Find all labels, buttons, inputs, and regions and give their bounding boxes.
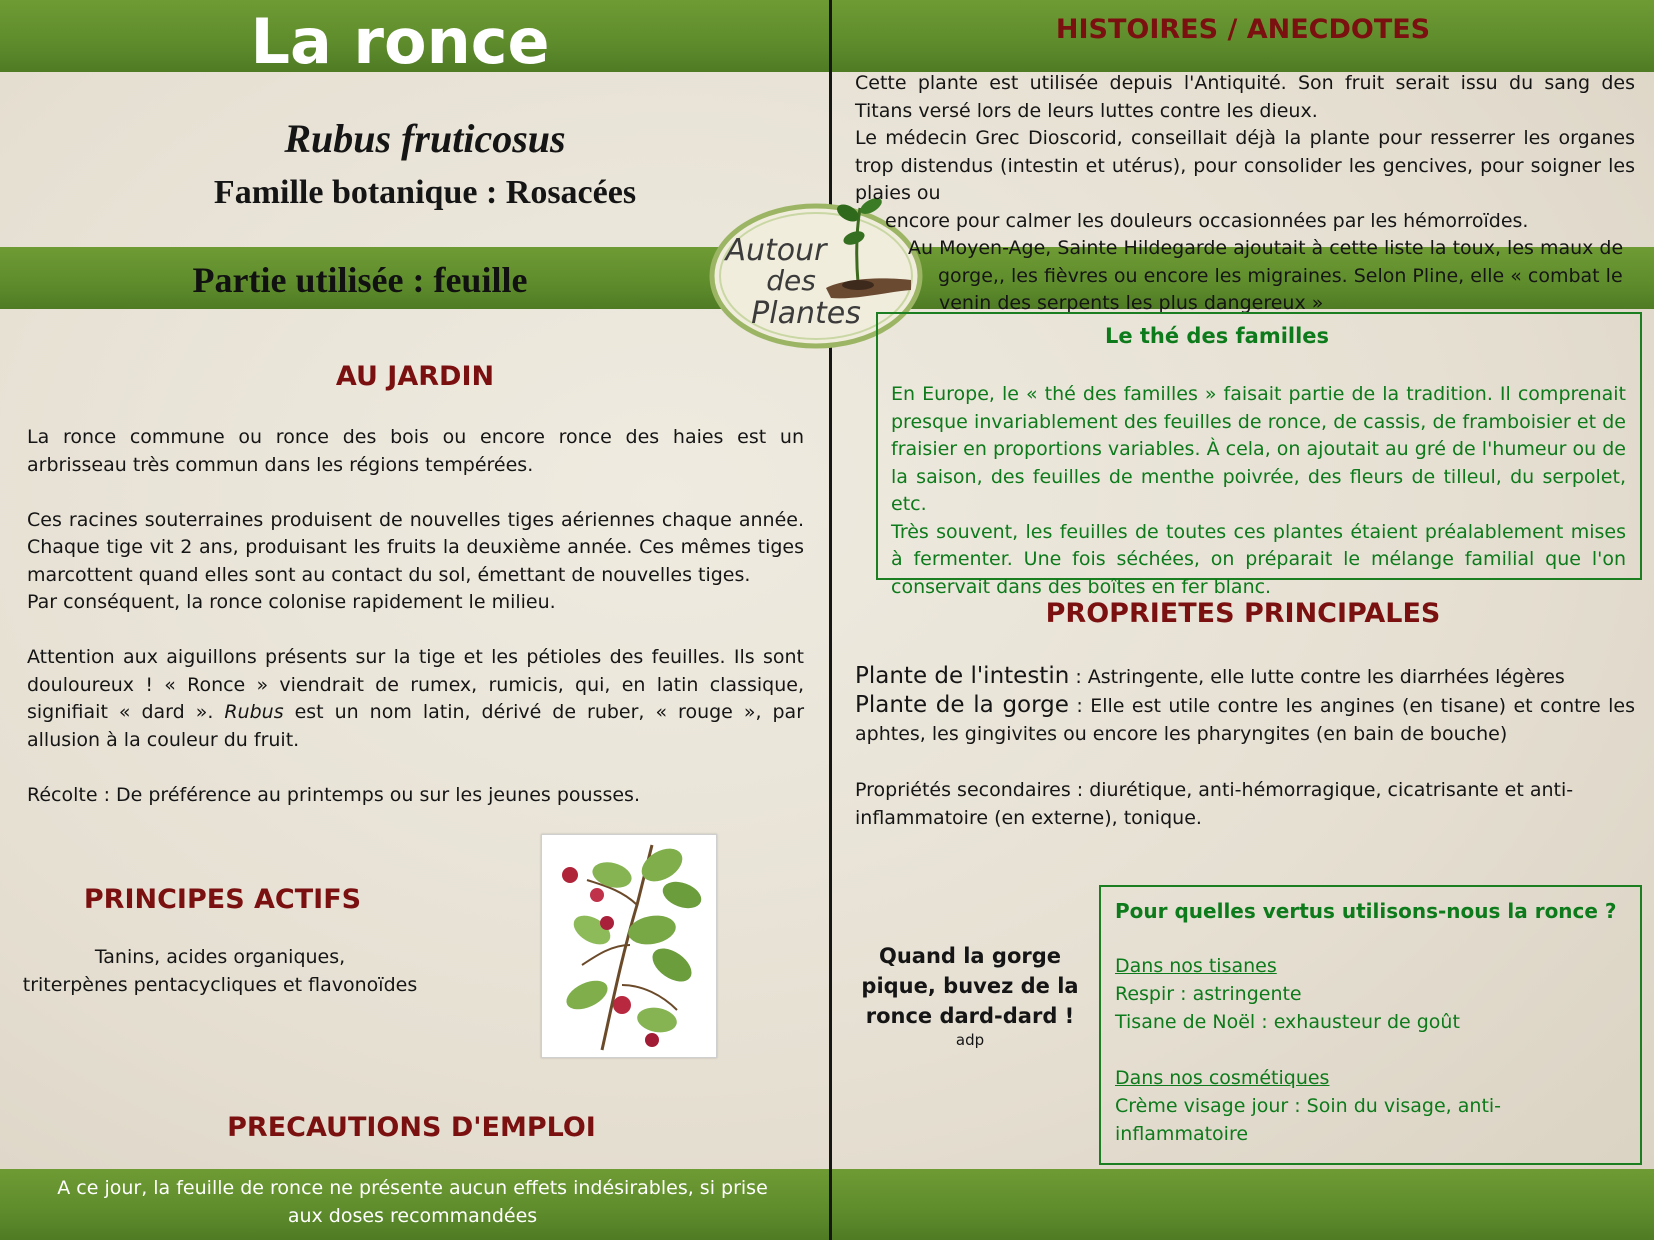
logo-line-1: Autour — [725, 233, 827, 268]
proprietes-secondaires: Propriétés secondaires : diurétique, anti-hémorragique, cicatrisante et anti-inflammatoire (en externe), tonique. — [855, 778, 1574, 829]
jardin-paragraph-2b: Par conséquent, la ronce colonise rapidement le milieu. — [27, 591, 556, 613]
vertus-heading: Pour quelles vertus utilisons-nous la ronce ? — [1115, 899, 1617, 923]
logo-line-2: des — [766, 264, 816, 297]
histoires-para-2: Le médecin Grec Dioscorid, conseillait déjà la plante pour resserrer les organes trop distendus (intestin et utérus), pour consolider les gencives, pour soigner les plaies ou — [855, 127, 1635, 204]
quote-line-3: ronce dard-dard ! — [865, 1004, 1075, 1028]
cosmetiques-item-1: Crème visage jour : Soin du visage, anti-inflammatoire — [1115, 1094, 1502, 1145]
the-des-familles-para-1: En Europe, le « thé des familles » faisait partie de la tradition. Il comprenait presque invariablement des feuilles de ronce, de cassis, de framboisier et de fraisier en proportions variables. À cela, on ajoutait au gré de l'humeur ou de la saison, des feuilles de menthe poivrée, des fleurs de tilleul, du serpolet, etc. — [891, 383, 1626, 515]
plante-intestin-text: : Astringente, elle lutte contre les diarrhées légères — [1069, 666, 1565, 688]
histoires-line-5: gorge,, les fièvres ou encore les migraines. Selon Pline, elle « combat le — [938, 264, 1623, 287]
principes-actifs-line-1: Tanins, acides organiques, — [94, 946, 346, 968]
tisanes-item-2: Tisane de Noël : exhausteur de goût — [1115, 1011, 1460, 1033]
jardin-p3-a: Attention aux aiguillons présents sur la tige et les pétioles des feuilles. Ils sont douloureux ! « Ronce » viendrait de rumex, rumicis, qui, en latin classique, signifiait « dard ». — [27, 646, 804, 723]
histoires-line-4: Au Moyen-Age, Sainte Hildegarde ajoutait à cette liste la toux, les maux de — [908, 237, 1624, 259]
jardin-paragraph-3 — [27, 644, 804, 754]
histoires-line-6: venin des serpents les plus dangereux » — [939, 292, 1324, 314]
jardin-p3-b: est un nom latin, dérivé de ruber, « rouge », par allusion à la couleur du fruit. — [27, 701, 805, 751]
quote-line-2: pique, buvez de la — [861, 974, 1079, 998]
principes-actifs-heading: PRINCIPES ACTIFS — [83, 884, 362, 915]
au-jardin-heading: AU JARDIN — [335, 361, 495, 392]
jardin-p3-italic: Rubus — [224, 701, 284, 723]
plante-intestin-label: Plante de l'intestin — [855, 663, 1070, 689]
tisanes-item-1: Respir : astringente — [1115, 983, 1302, 1005]
part-used: Partie utilisée : feuille — [192, 260, 528, 300]
histoires-line-3: encore pour calmer les douleurs occasionnées par les hémorroïdes. — [885, 209, 1529, 232]
the-des-familles-text — [891, 381, 1626, 601]
recolte-line: Récolte : De préférence au printemps ou sur les jeunes pousses. — [27, 783, 640, 806]
precautions-text: A ce jour, la feuille de ronce ne présente aucun effets indésirables, si prise aux doses recommandées — [57, 1177, 768, 1227]
au-jardin-text — [27, 424, 804, 809]
tisanes-title: Dans nos tisanes — [1115, 955, 1277, 977]
latin-name: Rubus fruticosus — [284, 116, 566, 161]
cosmetiques-title: Dans nos cosmétiques — [1115, 1066, 1330, 1089]
principes-actifs-line-2: triterpènes pentacycliques et flavonoïdes — [22, 974, 418, 996]
jardin-paragraph-1: La ronce commune ou ronce des bois ou encore ronce des haies est un arbrisseau très commun dans les régions tempérées. — [27, 426, 804, 476]
logo-line-3: Plantes — [751, 296, 861, 331]
proprietes-heading: PROPRIETES PRINCIPALES — [1045, 598, 1441, 629]
quote-author: adp — [955, 1031, 985, 1049]
the-des-familles-para-2: Très souvent, les feuilles de toutes ces plantes étaient préalablement mises à fermenter. Une fois séchées, on préparait le mélange familial que l'on conservait dans des boîtes en fer blanc. — [891, 520, 1626, 598]
plante-gorge-line — [855, 691, 1635, 748]
histoires-text — [855, 70, 1635, 318]
vertus-content — [1115, 897, 1630, 1148]
plante-gorge-text: : Elle est utile contre les angines (en tisane) et contre les aphtes, les gingivites ou encore les pharyngites (en bain de bouche) — [855, 695, 1635, 745]
plante-intestin-line — [855, 662, 1635, 691]
botanical-family: Famille botanique : Rosacées — [213, 174, 637, 211]
page-title: La ronce — [250, 5, 550, 78]
quote-block — [855, 941, 1085, 1049]
histoires-para-1: Cette plante est utilisée depuis l'Antiquité. Son fruit serait issu du sang des Titans versé lors de leurs luttes contre les dieux. — [855, 72, 1635, 122]
precautions-heading: PRECAUTIONS D'EMPLOI — [227, 1112, 596, 1143]
histoires-heading: HISTOIRES / ANECDOTES — [1055, 14, 1431, 45]
proprietes-text — [855, 662, 1635, 832]
plante-gorge-label: Plante de la gorge — [855, 692, 1069, 718]
jardin-paragraph-2: Ces racines souterraines produisent de nouvelles tiges aériennes chaque année. Chaque tige vit 2 ans, produisant les fruits la deuxième année. Ces mêmes tiges marcottent quand elles sont au contact du sol, émettant de nouvelles tiges. — [27, 508, 804, 586]
blackberry-plant-icon — [542, 835, 716, 1057]
blackberry-illustration — [541, 834, 717, 1058]
quote-line-1: Quand la gorge — [878, 944, 1062, 968]
the-des-familles-heading: Le thé des familles — [1104, 324, 1330, 348]
